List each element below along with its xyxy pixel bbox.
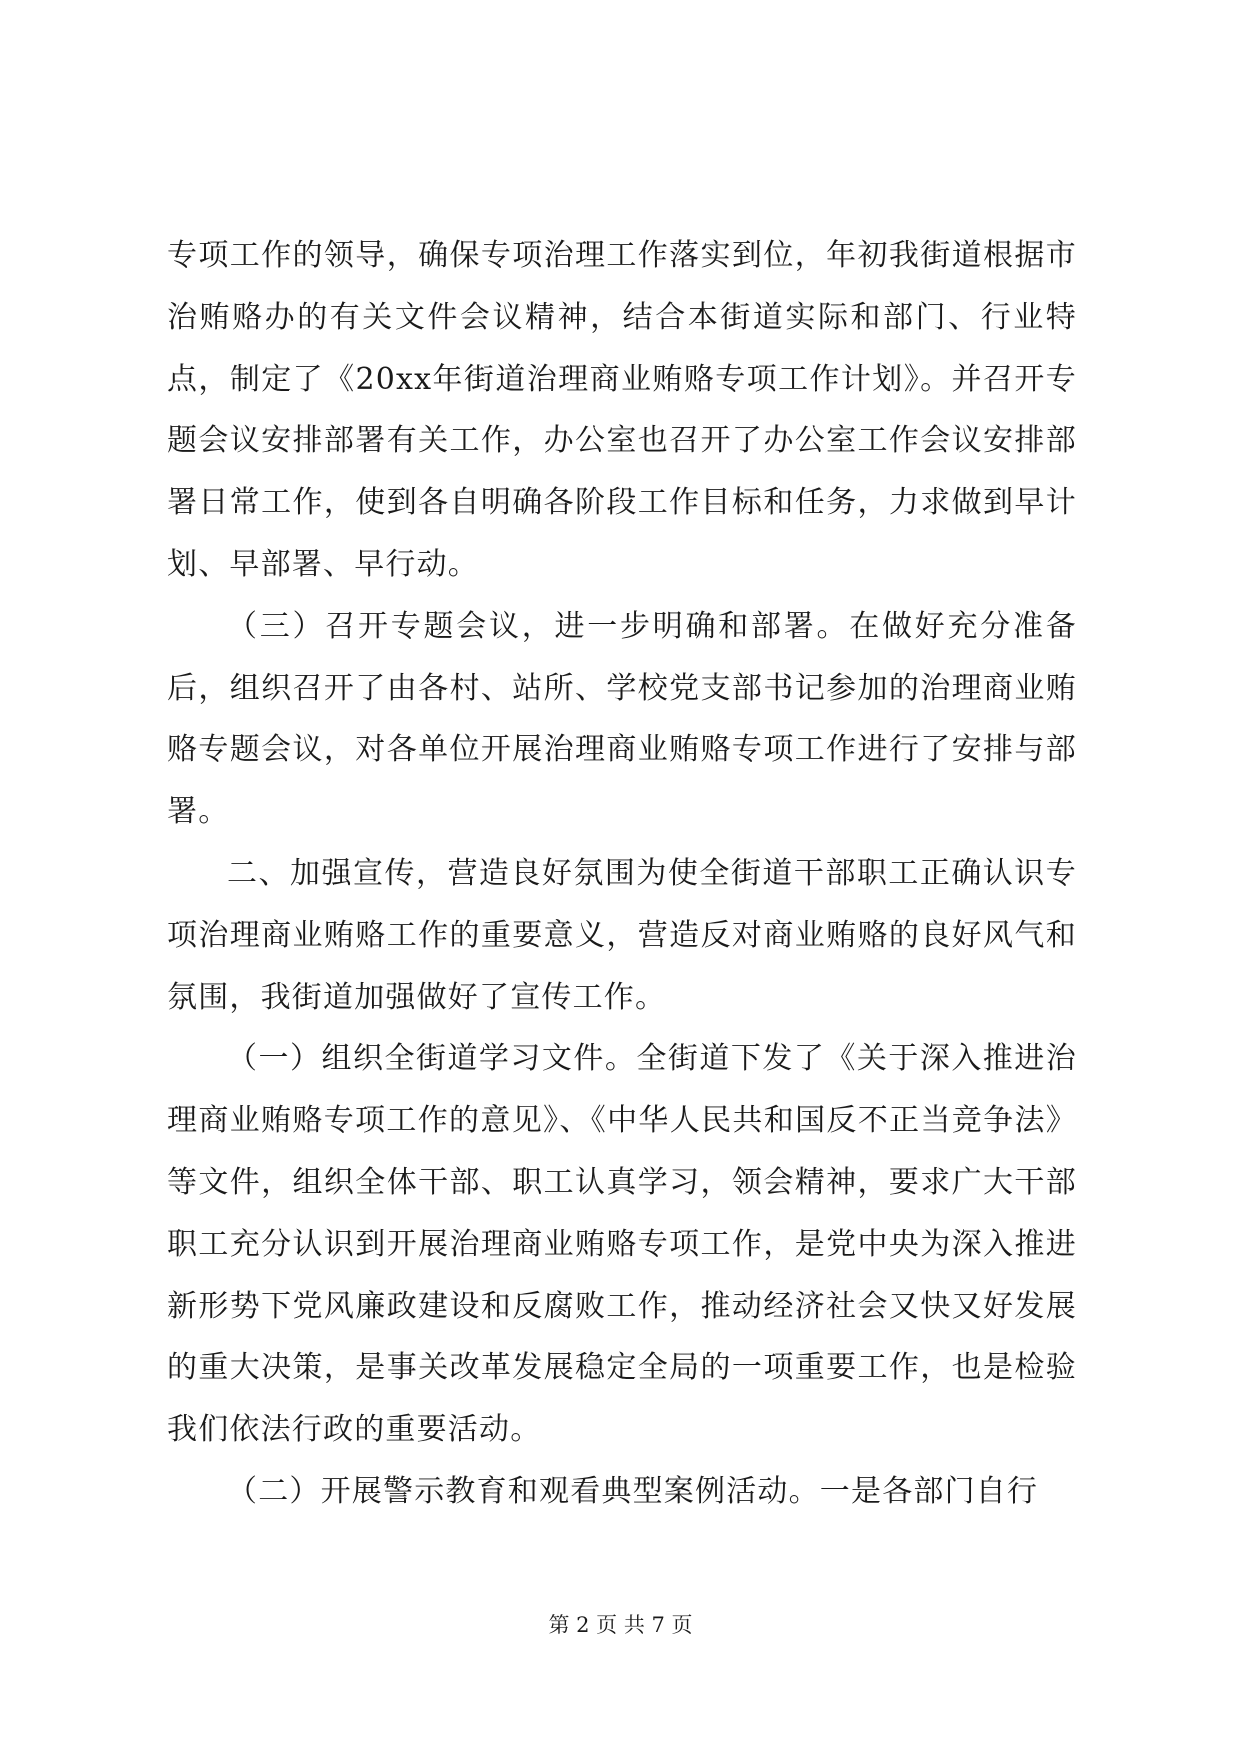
body-paragraph: 二、加强宣传，营造良好氛围为使全街道干部职工正确认识专项治理商业贿赂工作的重要意义，营造反对商业贿赂的良好风气和氛围，我街道加强做好了宣传工作。 (167, 855, 1077, 1015)
page-number-footer: 第 2 页 共 7 页 (548, 1613, 693, 1637)
body-paragraph: （三）召开专题会议，进一步明确和部署。在做好充分准备后，组织召开了由各村、站所、学校党支部书记参加的治理商业贿赂专题会议，对各单位开展治理商业贿赂专项工作进行了安排与部署。 (167, 608, 1077, 830)
body-paragraph: （一）组织全街道学习文件。全街道下发了《关于深入推进治理商业贿赂专项工作的意见》、《中华人民共和国反不正当竞争法》等文件，组织全体干部、职工认真学习，领会精神，要求广大干部职工充分认识到开展治理商业贿赂专项工作，是党中央为深入推进新形势下党风廉政建设和反腐败工作，推动经济社会又快又好发展的重大决策，是事关改革发展稳定全局的一项重要工作，也是检验我们依法行政的重要活动。 (167, 1041, 1077, 1448)
body-paragraph: （二）开展警示教育和观看典型案例活动。一是各部门自行 (227, 1473, 1039, 1509)
document-body (167, 225, 1077, 1523)
body-paragraph: 专项工作的领导，确保专项治理工作落实到位，年初我街道根据市治贿赂办的有关文件会议精神，结合本街道实际和部门、行业特点，制定了《20xx年街道治理商业贿赂专项工作计划》。并召开专题会议安排部署有关工作，办公室也召开了办公室工作会议安排部署日常工作，使到各自明确各阶段工作目标和任务，力求做到早计划、早部署、早行动。 (167, 238, 1077, 582)
